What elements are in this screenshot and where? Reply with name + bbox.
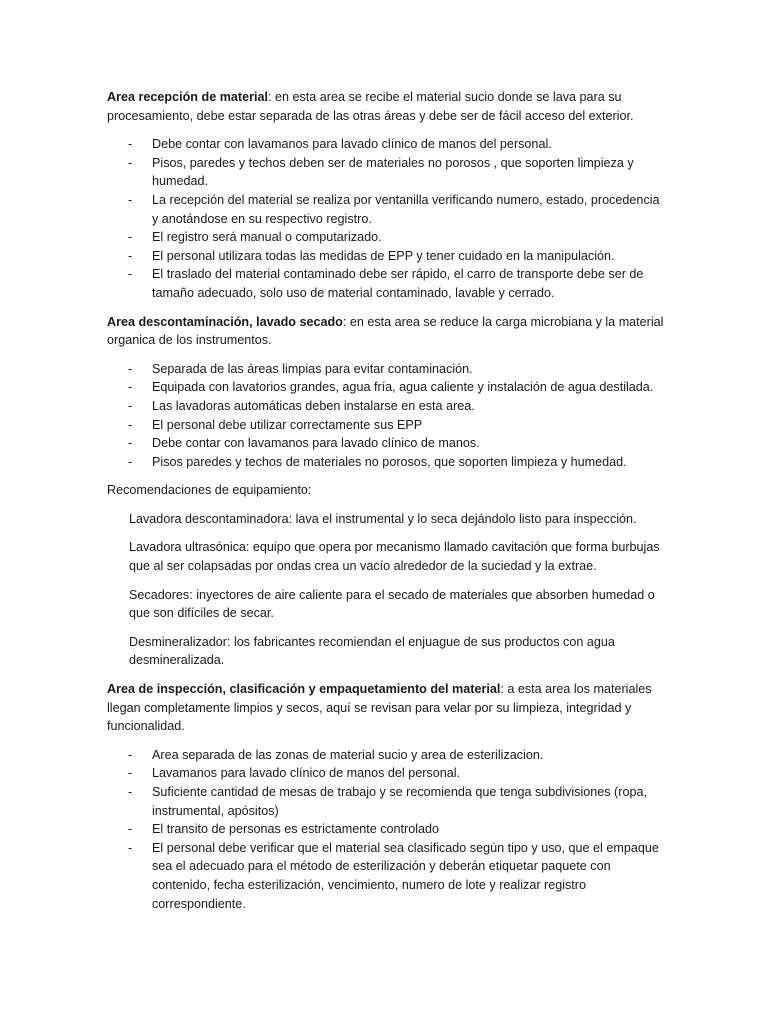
list-item: - La recepción del material se realiza por ventanilla verificando numero, estado, procedencia y anotándose en su respectivo registro. [128,192,660,226]
list-item: - El personal debe utilizar correctamente sus EPP [107,416,667,435]
dash-bullet-icon: - [128,822,133,837]
dash-bullet-icon: - [128,248,133,263]
section-descontaminacion-list [107,360,667,472]
dash-bullet-icon: - [128,155,133,170]
dash-bullet-icon: - [128,230,133,245]
dash-bullet-icon: - [128,267,133,282]
dash-bullet-icon: - [128,361,133,376]
list-item: - Pisos paredes y techos de materiales no porosos, que soporten limpieza y humedad. [107,453,667,472]
section-inspeccion-intro [107,680,667,736]
list-item: - Las lavadoras automáticas deben instalarse en esta area. [107,397,667,416]
dash-bullet-icon: - [128,454,133,469]
recommendation-item: Lavadora ultrasónica: equipo que opera por mecanismo llamado cavitación que forma burbujas que al ser colapsadas por ondas crea un vacío alrededor de la suciedad y la extrae. [129,540,660,574]
list-item: - Equipada con lavatorios grandes, agua fría, agua caliente y instalación de agua destilada. [107,378,667,397]
list-item: - Debe contar con lavamanos para lavado clínico de manos del personal. [107,135,667,154]
section-descontaminacion-intro [107,313,667,350]
document-page [107,88,667,923]
recommendation-item: Secadores: inyectores de aire caliente para el secado de materiales que absorben humedad o que son difíciles de secar. [129,587,655,621]
recommendations-heading: Recomendaciones de equipamiento: [107,483,312,498]
dash-bullet-icon: - [128,417,133,432]
dash-bullet-icon: - [128,137,133,152]
section-recepcion-title: Area recepción de material [107,90,268,104]
list-item: - Pisos, paredes y techos deben ser de materiales no porosos , que soporten limpieza y humedad. [128,155,634,189]
dash-bullet-icon: - [128,785,133,799]
dash-bullet-icon: - [128,766,133,781]
recommendation-item: Desmineralizador: los fabricantes recomiendan el enjuague de sus productos con agua desmineralizada. [129,634,615,668]
dash-bullet-icon: - [128,436,133,451]
dash-bullet-icon: - [128,398,133,413]
list-item: - Suficiente cantidad de mesas de trabajo y se recomienda que tenga subdivisiones (ropa, instrumental, apósitos) [128,785,647,818]
list-item: - El registro será manual o computarizado. [107,228,667,247]
section-descontaminacion-title: Area descontaminación, lavado secado [107,314,343,329]
dash-bullet-icon: - [128,192,133,207]
list-item: - Separada de las áreas limpias para evitar contaminación. [107,360,667,379]
dash-bullet-icon: - [128,380,133,395]
list-item: - Lavamanos para lavado clínico de manos del personal. [107,764,667,783]
list-item: - El transito de personas es estrictamente controlado [107,820,667,839]
section-recepcion-list [107,135,667,302]
list-item: - El personal utilizara todas las medidas de EPP y tener cuidado en la manipulación. [107,247,667,266]
list-item: - El personal debe verificar que el material sea clasificado según tipo y uso, que el empaque sea el adecuado para el método de esterilización y deberán etiquetar paquete con contenido, fecha esterilización, vencimiento, numero de lote y realizar registro correspondiente. [128,840,659,911]
section-recepcion-text: : en esta area se recibe el material sucio donde se lava para su procesamiento, debe estar separada de las otras áreas y debe ser de fácil acceso del exterior. [107,90,634,123]
list-item: - El traslado del material contaminado debe ser rápido, el carro de transporte debe ser de tamaño adecuado, solo uso de material contaminado, lavable y cerrado. [128,267,644,300]
list-item: - Debe contar con lavamanos para lavado clínico de manos. [107,434,667,453]
section-descontaminacion-text: : en esta area se reduce la carga microbiana y la material organica de los instrumentos. [107,314,664,348]
section-inspeccion-text: : a esta area los materiales llegan completamente limpios y secos, aquí se revisan para velar por su limpieza, integridad y funcionalidad. [107,682,652,734]
recommendation-item: Lavadora descontaminadora: lava el instrumental y lo seca dejándolo listo para inspección. [129,511,637,526]
dash-bullet-icon: - [128,840,133,855]
section-inspeccion-list [107,746,667,913]
section-inspeccion-title: Area de inspección, clasificación y empaquetamiento del material [107,682,501,697]
section-recepcion-intro [107,88,667,125]
list-item: - Area separada de las zonas de material sucio y area de esterilizacion. [107,746,667,765]
dash-bullet-icon: - [128,747,133,762]
